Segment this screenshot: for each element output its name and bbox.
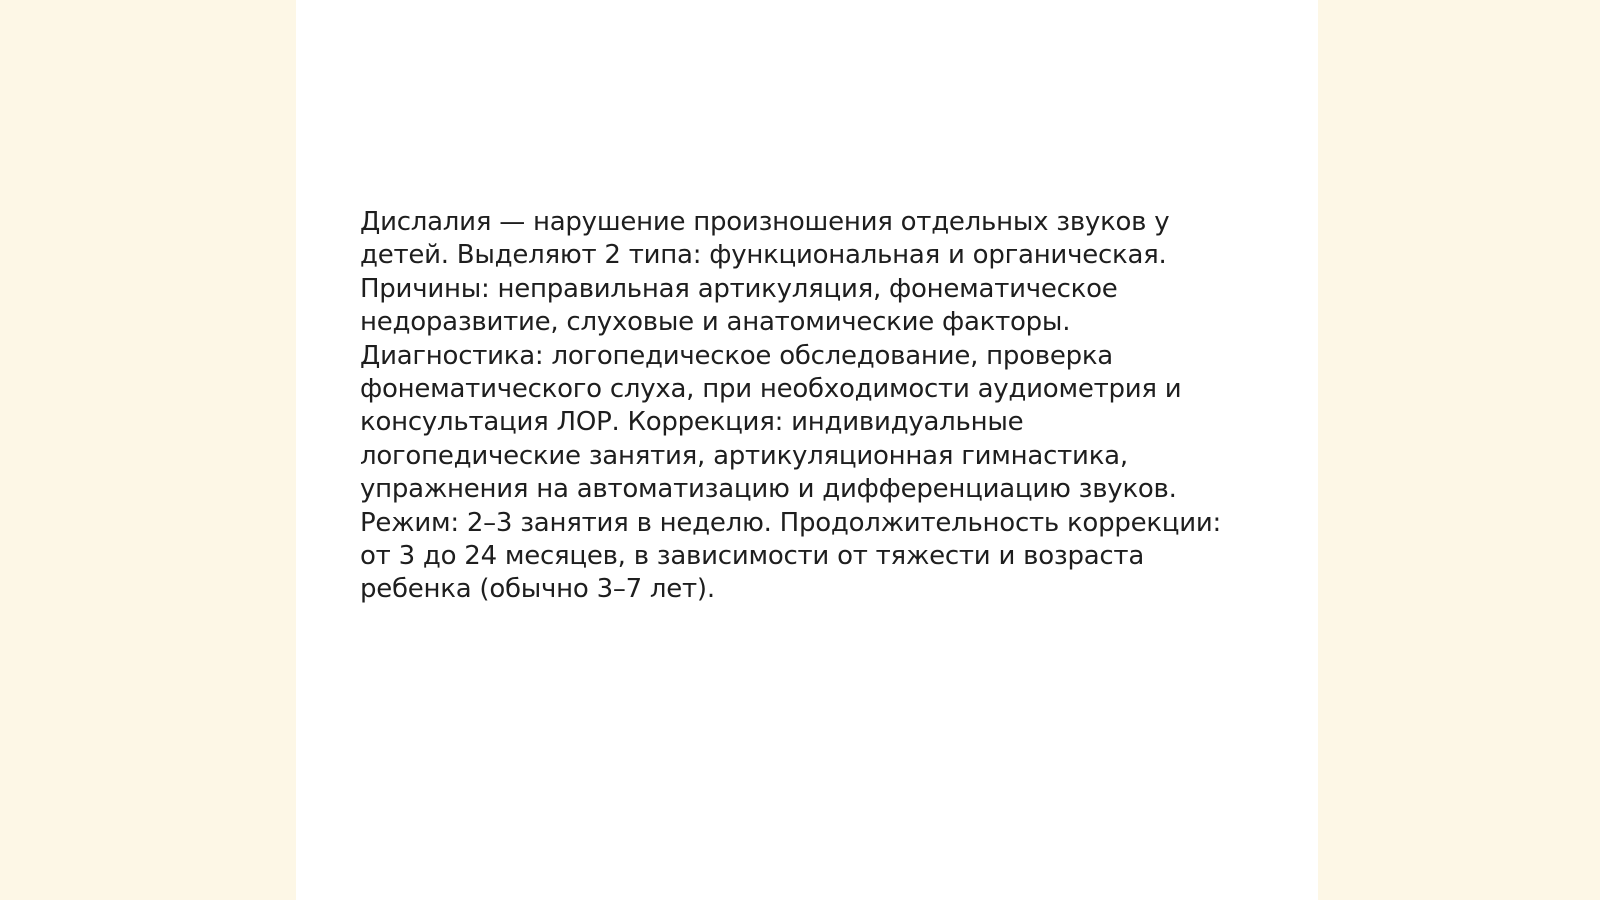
- paragraph-line: от 3 до 24 месяцев, в зависимости от тяжести и возраста: [360, 541, 1144, 572]
- paragraph-line: Диагностика: логопедическое обследование, проверка: [360, 340, 1113, 371]
- paragraph-line: Дислалия — нарушение произношения отдельных звуков у: [360, 207, 1170, 237]
- paragraph-line: детей. Выделяют 2 типа: функциональная и органическая.: [360, 240, 1167, 271]
- paragraph-line: Режим: 2–3 занятия в неделю. Продолжительность коррекции:: [360, 507, 1222, 538]
- paragraph-line: недоразвитие, слуховые и анатомические факторы.: [360, 307, 1071, 338]
- paragraph-line: Причины: неправильная артикуляция, фонематическое: [360, 273, 1118, 304]
- document-page: [296, 0, 1318, 900]
- paragraph-line: консультация ЛОР. Коррекция: индивидуальные: [360, 407, 1024, 438]
- body-paragraph: [360, 206, 1240, 607]
- paragraph-line: логопедические занятия, артикуляционная гимнастика,: [360, 440, 1128, 471]
- paragraph-line: фонематического слуха, при необходимости аудиометрия и: [360, 374, 1182, 405]
- paragraph-line: ребенка (обычно 3–7 лет).: [360, 574, 715, 605]
- paragraph-line: упражнения на автоматизацию и дифференциацию звуков.: [360, 474, 1177, 505]
